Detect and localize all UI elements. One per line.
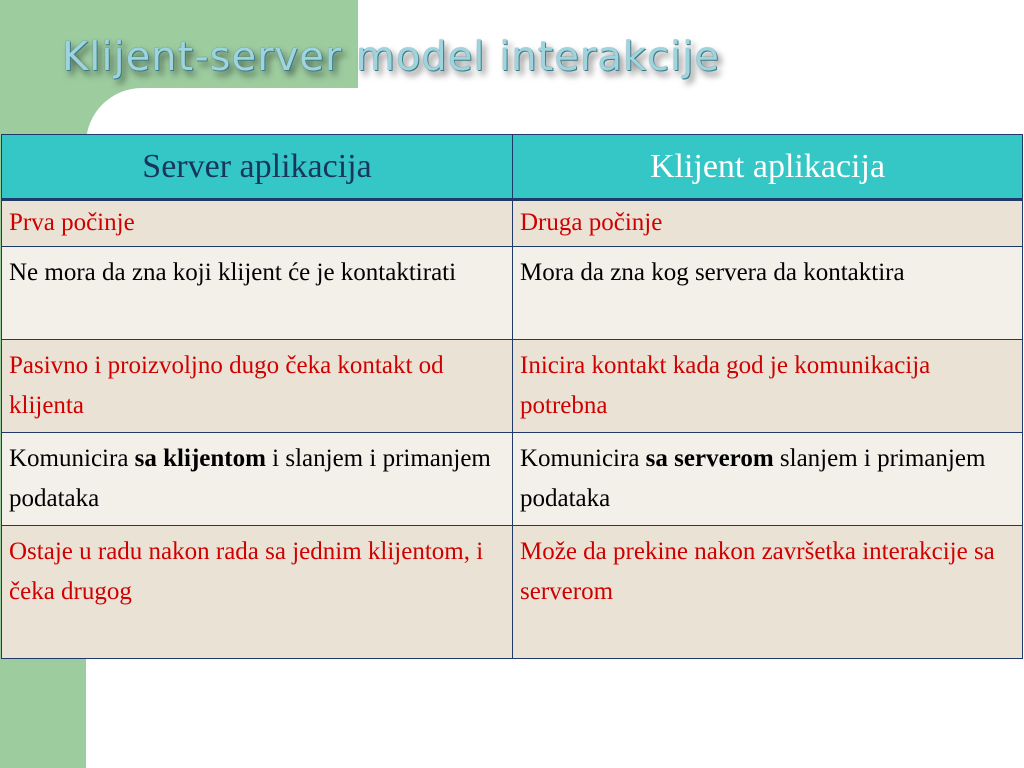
cell-text-before: Komunicira [520, 445, 646, 472]
client-cell: Inicira kontakt kada god je komunikacija potrebna [513, 340, 1023, 433]
server-cell [2, 433, 513, 526]
cell-text-before: Komunicira [9, 445, 135, 472]
client-cell [513, 433, 1023, 526]
header-row [2, 135, 1023, 200]
table-row [2, 200, 1023, 247]
cell-text-after: slanjem i primanjem podataka [520, 445, 986, 512]
table-row [2, 340, 1023, 433]
client-cell: Druga počinje [513, 200, 1023, 247]
cell-text-bold: sa klijentom [134, 445, 266, 472]
cell-text-bold: sa serverom [645, 445, 774, 472]
table-row [2, 247, 1023, 340]
table-row [2, 526, 1023, 659]
slide-title: Klijent-server model interakcije [62, 34, 720, 80]
server-cell: Prva počinje [2, 200, 513, 247]
server-cell: Ostaje u radu nakon rada sa jednim klijentom, i čeka drugog [2, 526, 513, 659]
column-header-server: Server aplikacija [2, 135, 513, 200]
comparison-table [1, 134, 1023, 659]
server-cell: Pasivno i proizvoljno dugo čeka kontakt od klijenta [2, 340, 513, 433]
server-cell: Ne mora da zna koji klijent će je kontaktirati [2, 247, 513, 340]
table-row [2, 433, 1023, 526]
client-cell: Može da prekine nakon završetka interakcije sa serverom [513, 526, 1023, 659]
client-cell: Mora da zna kog servera da kontaktira [513, 247, 1023, 340]
cell-text-after: i slanjem i primanjem podataka [9, 445, 491, 512]
column-header-client: Klijent aplikacija [513, 135, 1023, 200]
